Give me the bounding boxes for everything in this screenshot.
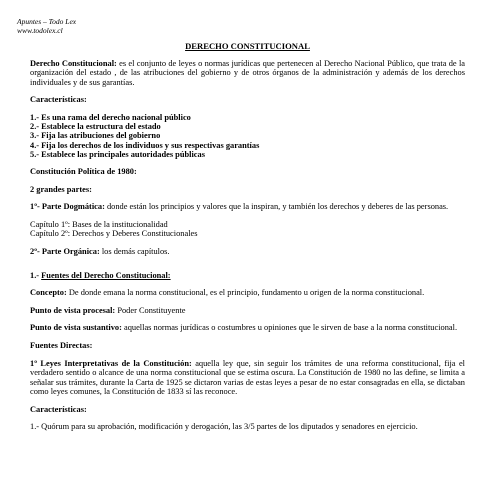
list-item: 3.- Fija las atribuciones del gobierno <box>30 131 161 141</box>
fuentes-directas-heading: Fuentes Directas: <box>30 340 93 350</box>
caracteristicas-heading: Características: <box>30 95 87 105</box>
caracteristicas-2-heading: Características: <box>30 404 87 414</box>
caracteristicas-list <box>30 113 465 159</box>
fuentes-heading <box>30 271 465 281</box>
list-item: 1.- Es una rama del derecho nacional público <box>30 112 191 122</box>
quorum-paragraph: 1.- Quórum para su aprobación, modificación y derogación, las 3/5 partes de los diputados y senadores en ejercicio. <box>30 422 418 432</box>
concepto-term: Concepto: <box>30 288 67 298</box>
parte2-text: los demás capítulos. <box>99 246 170 256</box>
header-url: www.todolex.cl <box>17 26 63 35</box>
leyes-text: aquella ley que, sin seguir los trámites de una reforma constitucional, fija el verdadero sentido o alcance de una norma constitucional que se estima oscura. La Constitución de 1980 no las define, se limita a señalar sus trámites, durante la Carta de 1925 se dictaron varias de estas leyes a pesar de no estar consagradas en ella, se dictaban como leyes comunes, la Constitución de 1833 sí las reconoce. <box>30 358 465 397</box>
procesal-term: Punto de vista procesal: <box>30 305 116 315</box>
intro-text: es el conjunto de leyes o normas jurídicas que pertenecen al Derecho Nacional Público, que trata de la organización del estado , de las atribuciones del gobierno y de otros órganos de la administración y además de los derechos individuales y de sus garantías. <box>30 58 465 87</box>
fuentes-number: 1.- <box>30 270 42 280</box>
list-item: 5.- Establece las principales autoridades públicas <box>30 149 205 159</box>
leyes-interpretativas-paragraph <box>30 359 465 397</box>
fuentes-label: Fuentes del Derecho Constitucional: <box>41 270 171 280</box>
document-body <box>30 42 465 440</box>
procesal-text: Poder Constituyente <box>115 305 186 315</box>
capitulo-2: Capítulo 2º: Derechos y Deberes Constitucionales <box>30 229 198 239</box>
sustantivo-term: Punto de vista sustantivo: <box>30 323 122 333</box>
list-item: 4.- Fija los derechos de los individuos y sus respectivas garantías <box>30 140 260 150</box>
header-source: Apuntes – Todo Lex <box>17 17 77 26</box>
page-header <box>17 17 76 35</box>
parte-dogmatica-paragraph <box>30 202 465 212</box>
intro-term: Derecho Constitucional: <box>30 58 117 68</box>
parte2-term: 2º- Parte Orgánica: <box>30 246 100 256</box>
intro-paragraph <box>30 59 465 88</box>
procesal-paragraph <box>30 306 465 316</box>
parte1-text: donde están los principios y valores que la inspiran, y también los derechos y deberes de las personas. <box>104 202 449 212</box>
sustantivo-text: aquellas normas jurídicas o costumbres u opiniones que le sirven de base a la norma constitucional. <box>121 323 458 333</box>
leyes-term: 1º Leyes Interpretativas de la Constitución: <box>30 358 192 368</box>
parte-organica-paragraph <box>30 247 465 257</box>
list-item: 2.- Establece la estructura del estado <box>30 122 161 132</box>
constitucion-heading: Constitución Política de 1980: <box>30 166 137 176</box>
capitulo-1: Capítulo 1º: Bases de la institucionalidad <box>30 219 168 229</box>
sustantivo-paragraph <box>30 323 465 333</box>
document-title: DERECHO CONSTITUCIONAL <box>185 41 310 51</box>
concepto-text: De donde emana la norma constitucional, es el principio, fundamento u origen de la norma constitucional. <box>66 288 425 298</box>
partes-heading: 2 grandes partes: <box>30 184 92 194</box>
parte1-term: 1º- Parte Dogmática: <box>30 202 105 212</box>
concepto-paragraph <box>30 288 465 298</box>
